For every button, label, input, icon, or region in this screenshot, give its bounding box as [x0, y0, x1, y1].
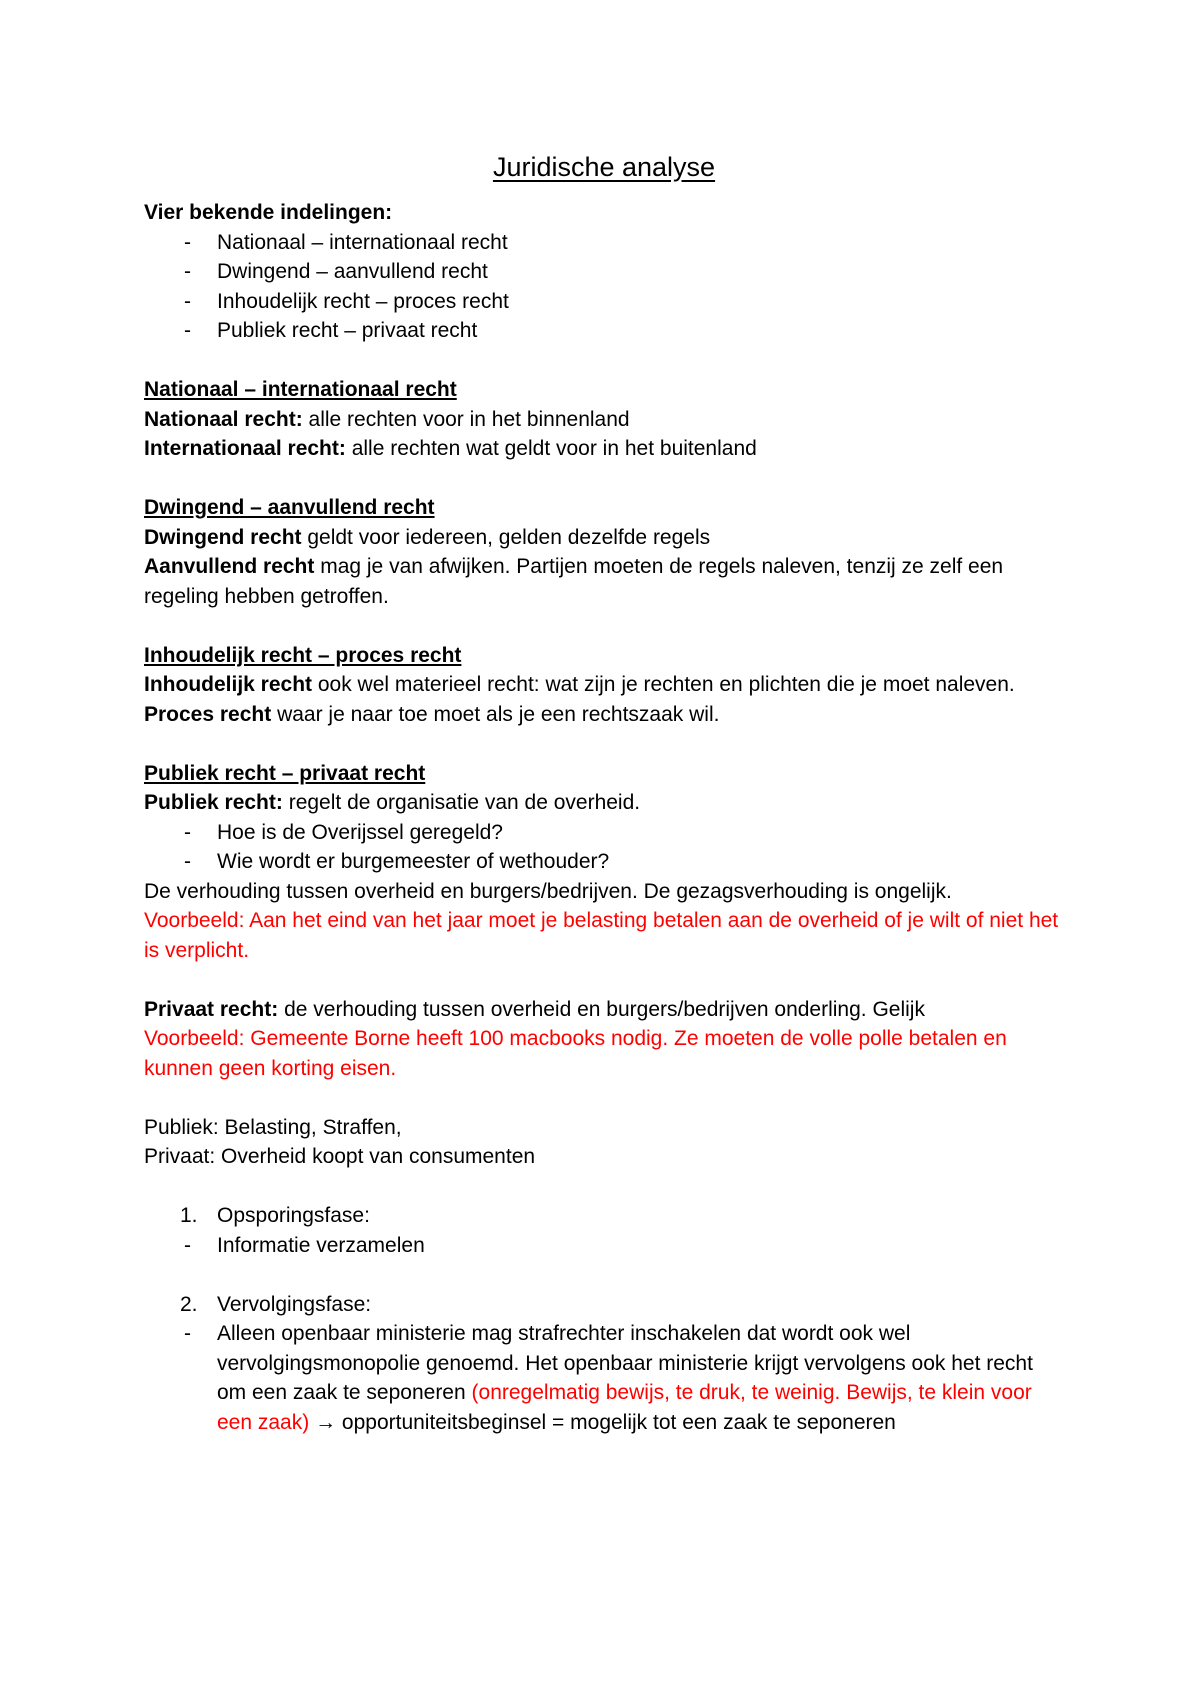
bullet-dash: -: [184, 260, 191, 283]
paragraph: De verhouding tussen overheid en burgers/bedrijven. De gezagsverhouding is ongelijk.: [144, 879, 952, 903]
paragraph: [144, 995, 1064, 1025]
list-number: 2.: [180, 1292, 198, 1316]
section-heading-inhoudelijk: Inhoudelijk recht – proces recht: [144, 643, 462, 667]
list-item-text: Wie wordt er burgemeester of wethouder?: [217, 850, 610, 873]
example-text: (onregelmatig bewijs, te druk, te weinig. Bewijs, te klein voor een zaak): [217, 1381, 1032, 1434]
term-bold: Proces recht: [144, 702, 272, 726]
section-heading-publiek: Publiek recht – privaat recht: [144, 761, 426, 785]
paragraph: [144, 405, 1064, 435]
section-heading-dwingend: Dwingend – aanvullend recht: [144, 496, 435, 519]
term-bold: Privaat recht:: [144, 997, 279, 1021]
term-definition: de verhouding tussen overheid en burgers/bedrijven onderling. Gelijk: [278, 997, 925, 1021]
example-text: Voorbeeld: Aan het eind van het jaar moet je belasting betalen aan de overheid of je wilt of niet het is verplicht.: [144, 909, 1059, 962]
intro-list-item: [144, 228, 1064, 258]
paragraph: [144, 700, 1064, 730]
intro-item-text: Nationaal – internationaal recht: [217, 230, 508, 254]
section-heading-nationaal: Nationaal – internationaal recht: [144, 378, 457, 401]
example-text: Voorbeeld: Gemeente Borne heeft 100 macbooks nodig. Ze moeten de volle polle betalen en kunnen geen korting eisen.: [144, 1027, 1007, 1080]
summary-line: Privaat: Overheid koopt van consumenten: [144, 1145, 536, 1168]
numbered-item: [144, 1201, 1064, 1231]
term-definition: ook wel materieel recht: wat zijn je rechten en plichten die je moet naleven.: [312, 673, 1015, 696]
numbered-item: [144, 1290, 1064, 1320]
intro-list-item: [144, 257, 1064, 287]
list-item: [144, 847, 1064, 877]
paragraph: [144, 523, 1064, 553]
list-item: [144, 1319, 1064, 1437]
intro-list-item: [144, 316, 1064, 346]
bullet-dash: -: [184, 230, 191, 254]
term-definition: mag je van afwijken. Partijen moeten de regels naleven, tenzij ze zelf een regeling hebben getroffen.: [144, 555, 1004, 608]
intro-list-item: [144, 287, 1064, 317]
paragraph: [144, 552, 1064, 611]
term-bold: Aanvullend recht: [144, 555, 315, 578]
bullet-dash: -: [184, 319, 191, 342]
list-item-text: [217, 1319, 1064, 1437]
term-bold: Publiek recht:: [144, 791, 283, 814]
body-text: opportuniteitsbeginsel = mogelijk tot een zaak te seponeren: [341, 1410, 896, 1434]
summary-line: Publiek: Belasting, Straffen,: [144, 1115, 402, 1139]
phase-label: Opsporingsfase:: [217, 1204, 370, 1227]
term-definition: geldt voor iedereen, gelden dezelfde regels: [301, 525, 711, 549]
paragraph: [144, 434, 1064, 464]
term-bold: Internationaal recht:: [144, 437, 346, 460]
list-item-text: Informatie verzamelen: [217, 1233, 425, 1257]
intro-heading: Vier bekende indelingen:: [144, 201, 393, 224]
document-title: Juridische analyse: [492, 152, 716, 182]
phase-label: Vervolgingsfase:: [217, 1292, 372, 1316]
term-bold: Dwingend recht: [144, 525, 302, 549]
intro-item-text: Inhoudelijk recht – proces recht: [217, 289, 509, 313]
document-page: [144, 150, 1064, 1437]
paragraph: [144, 670, 1064, 700]
term-definition: alle rechten wat geldt voor in het buitenland: [345, 437, 757, 460]
list-item: [144, 818, 1064, 848]
bullet-dash: -: [184, 1322, 191, 1345]
bullet-dash: -: [184, 820, 191, 844]
term-bold: Nationaal recht:: [144, 407, 303, 431]
list-number: 1.: [180, 1204, 198, 1227]
paragraph: [144, 788, 1064, 818]
body-text: Alleen openbaar ministerie mag strafrechter inschakelen dat wordt ook wel vervolgingsmonopolie genoemd. Het openbaar ministerie krijgt vervolgens ook het recht om een zaak te seponeren: [217, 1322, 1033, 1404]
bullet-dash: -: [184, 850, 191, 873]
term-bold: Inhoudelijk recht: [144, 673, 313, 696]
term-definition: waar je naar toe moet als je een rechtszaak wil.: [271, 702, 720, 726]
bullet-dash: -: [184, 1233, 191, 1257]
term-definition: regelt de organisatie van de overheid.: [282, 791, 641, 814]
list-item: [144, 1231, 1064, 1261]
list-item-text: Hoe is de Overijssel geregeld?: [217, 820, 503, 844]
intro-item-text: Dwingend – aanvullend recht: [217, 260, 488, 283]
intro-item-text: Publiek recht – privaat recht: [217, 319, 478, 342]
arrow-right-icon: →: [309, 1410, 342, 1434]
bullet-dash: -: [184, 289, 191, 313]
term-definition: alle rechten voor in het binnenland: [302, 407, 630, 431]
